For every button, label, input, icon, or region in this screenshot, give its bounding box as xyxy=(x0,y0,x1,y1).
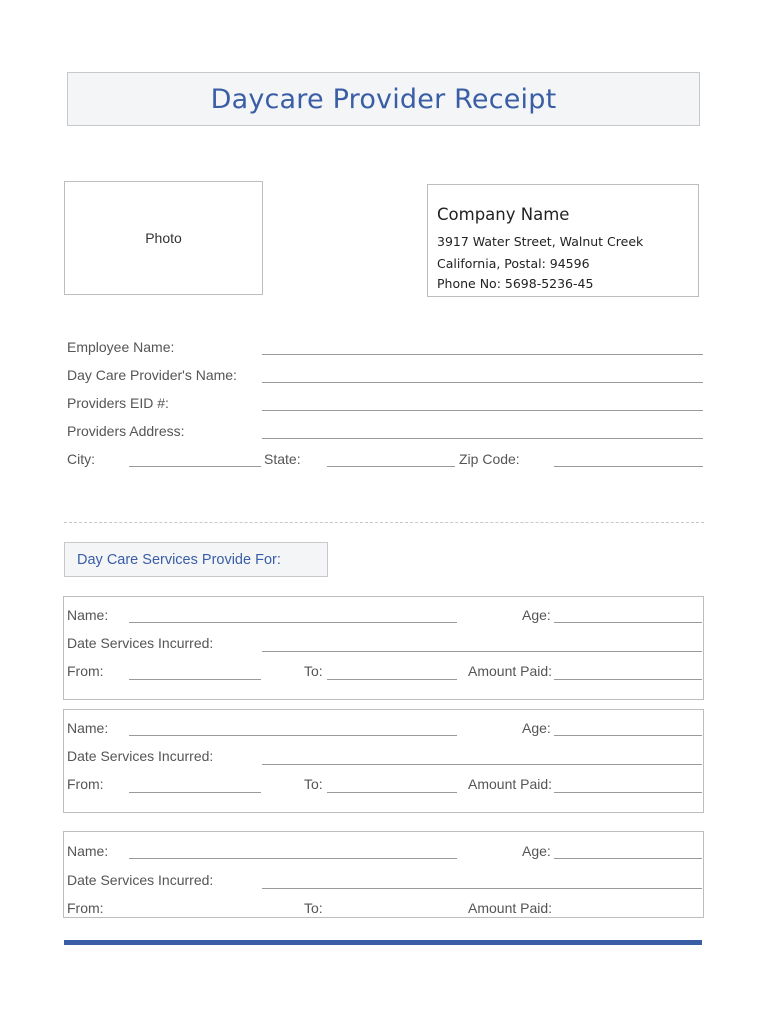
amount-paid-label: Amount Paid: xyxy=(468,663,553,679)
date-services-field[interactable] xyxy=(262,764,702,765)
amount-paid-field[interactable] xyxy=(554,792,702,793)
footer-accent-bar xyxy=(64,940,702,945)
amount-paid-field[interactable] xyxy=(554,679,702,680)
section-divider xyxy=(64,522,704,523)
state-label: State: xyxy=(264,451,301,467)
child-age-label: Age: xyxy=(522,720,551,736)
employee-name-field[interactable] xyxy=(262,354,703,355)
services-section-header xyxy=(64,542,328,577)
child-name-label: Name: xyxy=(67,607,109,623)
from-label: From: xyxy=(67,776,104,792)
to-label: To: xyxy=(304,900,323,916)
employee-name-label: Employee Name: xyxy=(67,339,175,355)
provider-name-field[interactable] xyxy=(262,382,703,383)
provider-name-label: Day Care Provider's Name: xyxy=(67,367,237,383)
to-label: To: xyxy=(304,776,323,792)
zip-code-field[interactable] xyxy=(554,466,703,467)
from-label: From: xyxy=(67,900,104,916)
date-services-label: Date Services Incurred: xyxy=(67,748,214,764)
provider-address-field[interactable] xyxy=(262,438,703,439)
child-name-field[interactable] xyxy=(129,735,457,736)
date-services-field[interactable] xyxy=(262,888,702,889)
from-field[interactable] xyxy=(129,792,261,793)
company-address-line1: 3917 Water Street, Walnut Creek xyxy=(437,234,644,249)
provider-eid-field[interactable] xyxy=(262,410,703,411)
child-name-field[interactable] xyxy=(129,858,457,859)
amount-paid-label: Amount Paid: xyxy=(468,776,553,792)
company-info-box xyxy=(427,184,699,297)
child-age-field[interactable] xyxy=(554,735,702,736)
child-name-label: Name: xyxy=(67,720,109,736)
zip-code-label: Zip Code: xyxy=(459,451,520,467)
child-name-field[interactable] xyxy=(129,622,457,623)
child-age-field[interactable] xyxy=(554,858,702,859)
title-banner xyxy=(67,72,700,126)
photo-placeholder xyxy=(64,181,263,295)
from-field[interactable] xyxy=(129,679,261,680)
provider-address-label: Providers Address: xyxy=(67,423,185,439)
page-title: Daycare Provider Receipt xyxy=(210,83,557,115)
to-field[interactable] xyxy=(327,792,457,793)
state-field[interactable] xyxy=(327,466,455,467)
from-label: From: xyxy=(67,663,104,679)
to-field[interactable] xyxy=(327,679,457,680)
date-services-label: Date Services Incurred: xyxy=(67,872,214,888)
provider-eid-label: Providers EID #: xyxy=(67,395,169,411)
company-address-line2: California, Postal: 94596 xyxy=(437,256,590,271)
child-name-label: Name: xyxy=(67,843,109,859)
date-services-label: Date Services Incurred: xyxy=(67,635,214,651)
photo-label: Photo xyxy=(145,230,182,246)
to-label: To: xyxy=(304,663,323,679)
amount-paid-label: Amount Paid: xyxy=(468,900,553,916)
company-phone: Phone No: 5698-5236-45 xyxy=(437,276,594,291)
city-label: City: xyxy=(67,451,95,467)
child-age-label: Age: xyxy=(522,843,551,859)
city-field[interactable] xyxy=(129,466,261,467)
company-name: Company Name xyxy=(437,205,570,224)
child-age-label: Age: xyxy=(522,607,551,623)
child-age-field[interactable] xyxy=(554,622,702,623)
date-services-field[interactable] xyxy=(262,651,702,652)
services-section-title: Day Care Services Provide For: xyxy=(77,551,281,568)
